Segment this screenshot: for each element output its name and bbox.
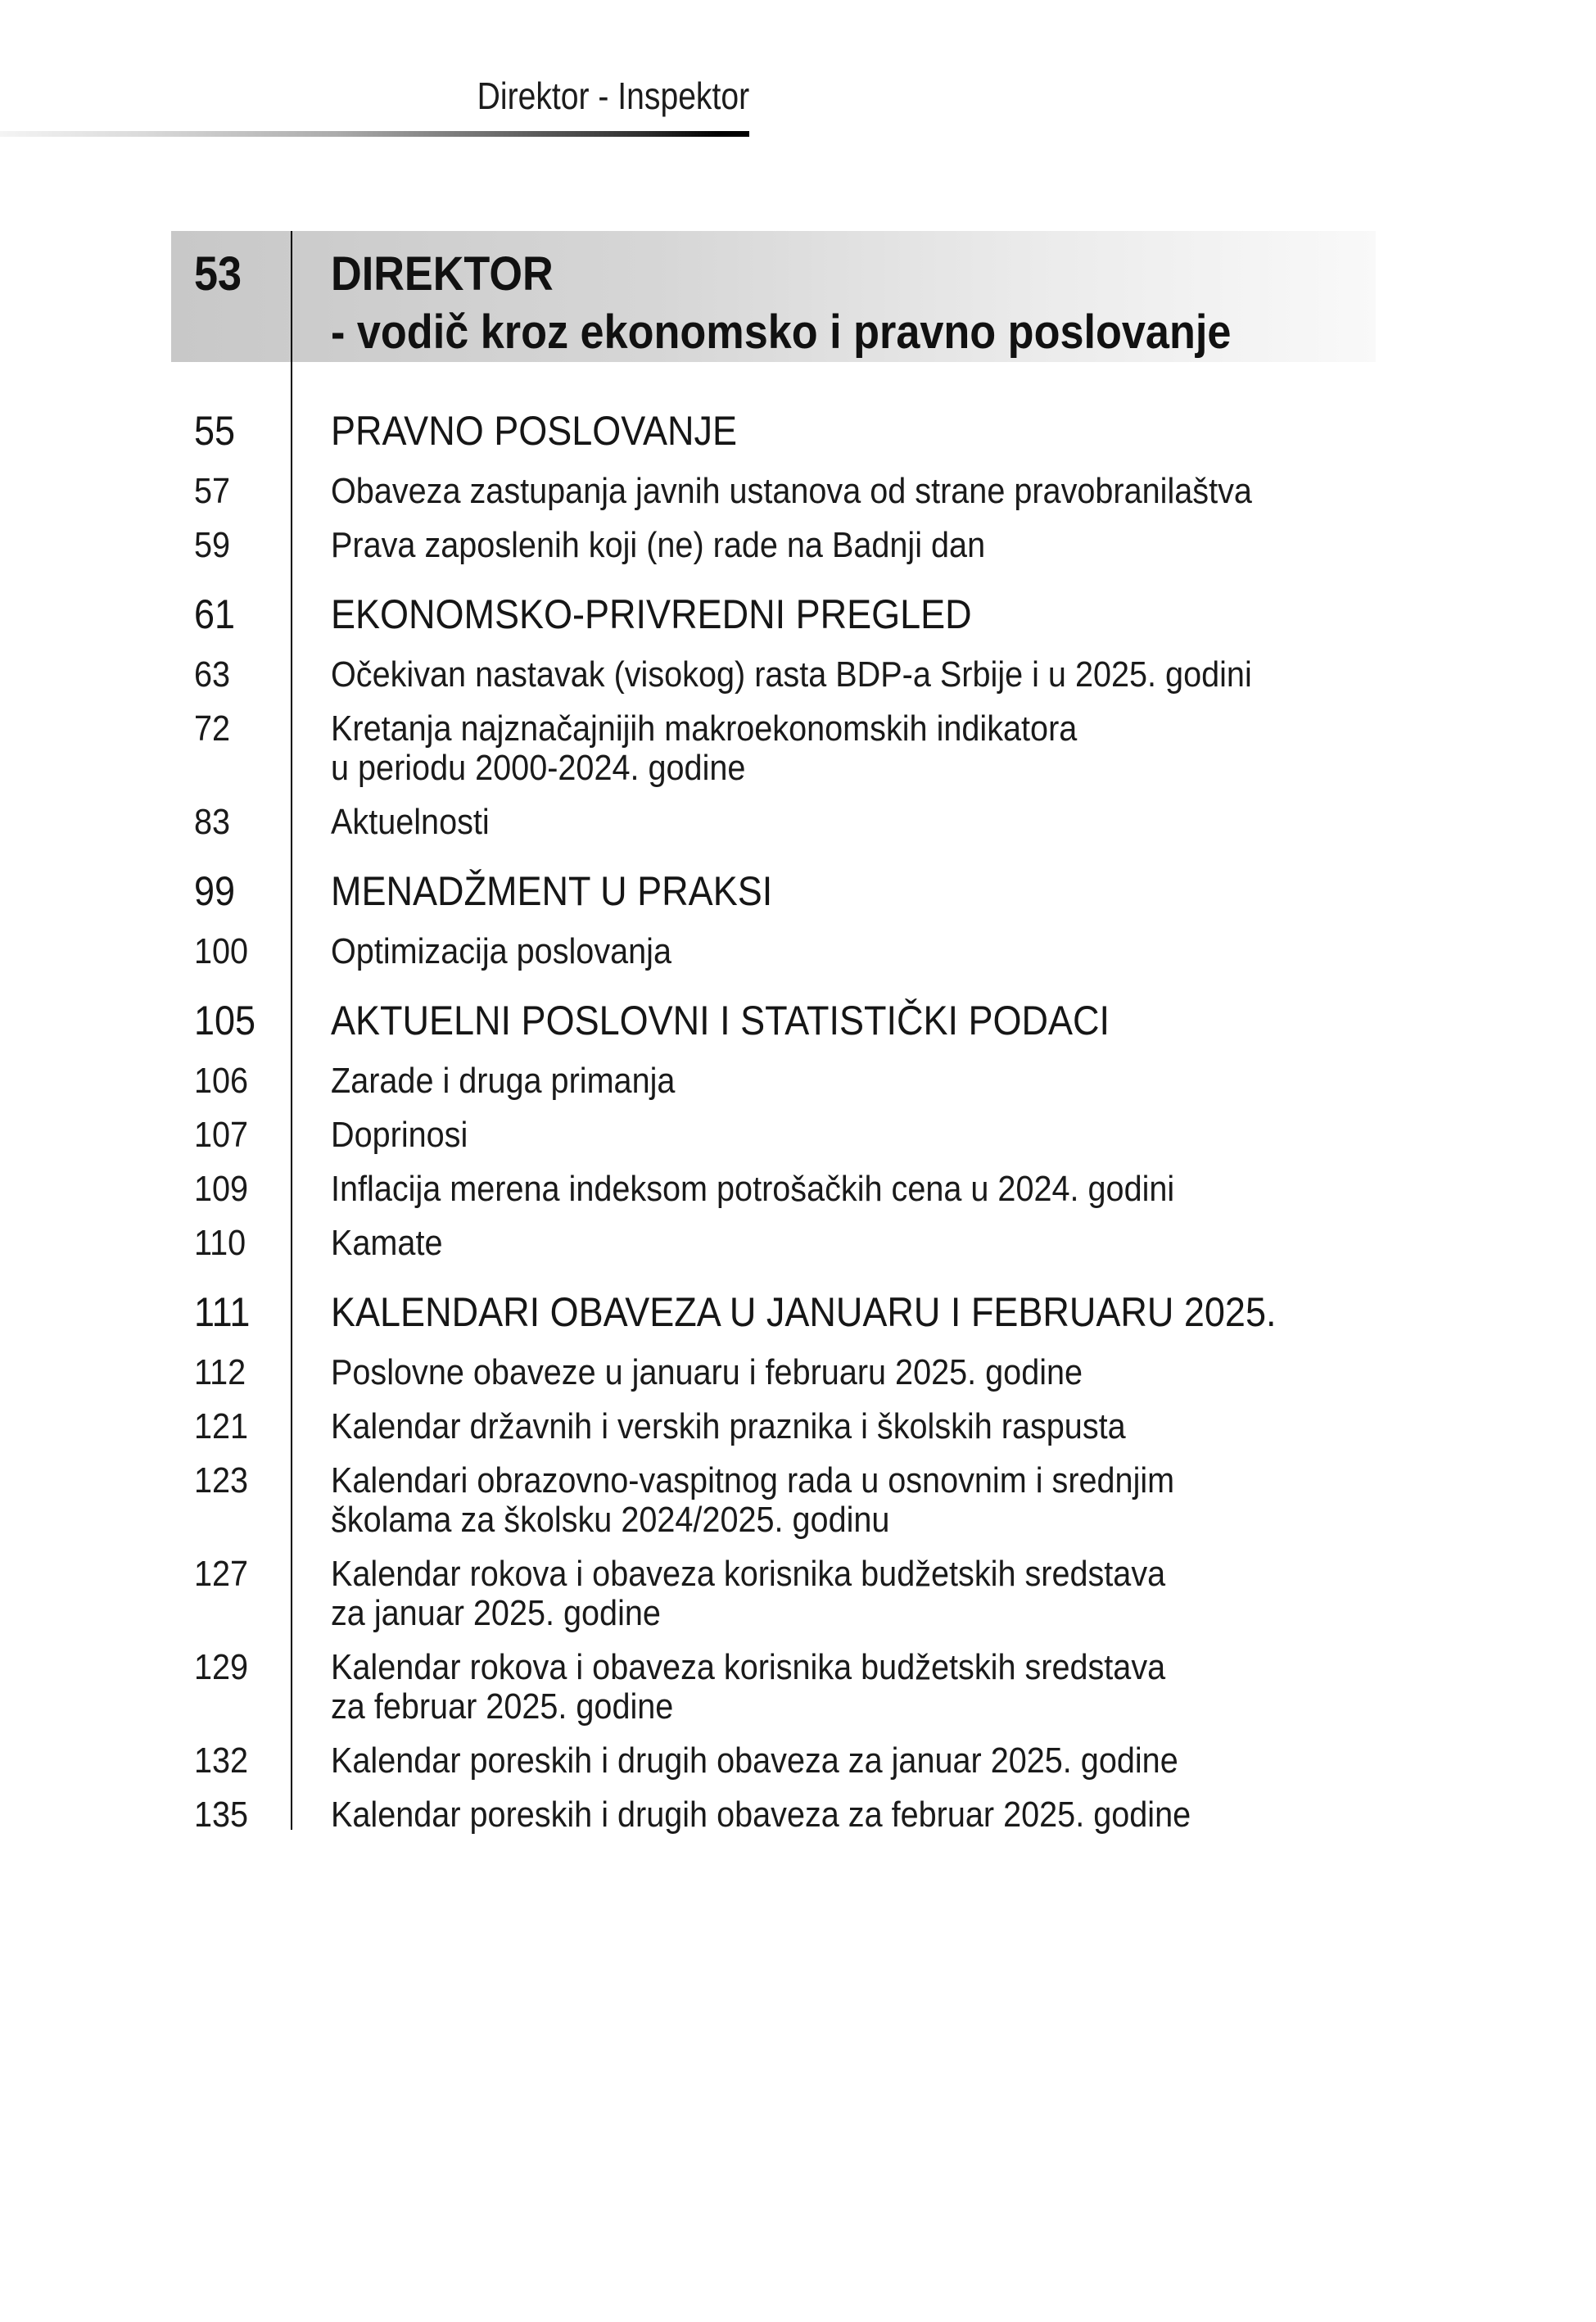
toc-entry-row[interactable] (171, 526, 1376, 565)
toc-entry-row[interactable] (171, 655, 1376, 695)
toc-row-page-number: 107 (194, 1115, 249, 1155)
toc-entry-row[interactable] (171, 1648, 1376, 1727)
toc-entry-row[interactable] (171, 709, 1376, 788)
toc-row-page-number: 106 (194, 1061, 249, 1101)
toc-row-title: Inflacija merena indeksom potrošačkih cena u 2024. godini (331, 1169, 1175, 1209)
toc-entry-row[interactable] (171, 1061, 1376, 1101)
toc-main-title: DIREKTOR (331, 247, 554, 301)
toc-row-title: Kamate (331, 1223, 443, 1263)
toc-row-page-number-cell (171, 1461, 291, 1540)
toc-entry-row[interactable] (171, 1224, 1376, 1263)
toc-row-title-cell (291, 1289, 1376, 1335)
toc-row-page-number: 55 (194, 408, 236, 454)
toc-row-title-cell (291, 998, 1376, 1043)
toc-row-page-number-cell (171, 1170, 291, 1209)
toc-row-title-cell (291, 709, 1376, 788)
toc-entry-row[interactable] (171, 1795, 1376, 1835)
toc-row-title-cell (291, 1741, 1376, 1781)
toc-row-page-number: 135 (194, 1795, 249, 1835)
toc-row-page-number-cell (171, 1741, 291, 1781)
table-of-contents (171, 231, 1376, 1849)
toc-row-title: Kalendari obrazovno-vaspitnog rada u osnovnim i srednjim (331, 1460, 1175, 1500)
toc-row-title-cell (291, 932, 1376, 971)
toc-row-page-number: 61 (194, 591, 236, 637)
toc-section-row[interactable] (171, 591, 1376, 637)
toc-row-title: Zarade i druga primanja (331, 1061, 676, 1101)
toc-row-page-number-cell (171, 1061, 291, 1101)
toc-row-title: Aktuelnosti (331, 802, 490, 842)
toc-entry-row[interactable] (171, 1170, 1376, 1209)
toc-row-page-number: 123 (194, 1460, 249, 1500)
toc-row-title: u periodu 2000-2024. godine (331, 748, 746, 788)
toc-main-title-cell (291, 245, 1376, 362)
toc-row-title-cell (291, 1648, 1376, 1727)
toc-row-page-number: 112 (194, 1352, 246, 1392)
toc-main-page-number-cell (171, 245, 291, 362)
toc-row-title: Kretanja najznačajnijih makroekonomskih indikatora (331, 708, 1078, 749)
toc-row-title: Optimizacija poslovanja (331, 931, 671, 971)
toc-row-title-cell (291, 1795, 1376, 1835)
toc-row-title-cell (291, 1061, 1376, 1101)
document-title-text: Direktor - Inspektor (477, 75, 749, 117)
toc-row-page-number-cell (171, 1289, 291, 1335)
toc-row-page-number: 111 (194, 1289, 251, 1335)
toc-entry-row[interactable] (171, 1555, 1376, 1633)
toc-row-page-number: 110 (194, 1223, 246, 1263)
toc-row-title-cell (291, 1353, 1376, 1392)
toc-main-entry[interactable] (171, 231, 1376, 362)
toc-row-page-number: 100 (194, 931, 249, 971)
toc-row-page-number-cell (171, 1648, 291, 1727)
toc-row-title: EKONOMSKO-PRIVREDNI PREGLED (331, 591, 972, 637)
toc-row-title: školama za školsku 2024/2025. godinu (331, 1500, 890, 1540)
toc-section-row[interactable] (171, 408, 1376, 454)
toc-row-title: za januar 2025. godine (331, 1593, 661, 1633)
toc-row-page-number-cell (171, 1795, 291, 1835)
toc-row-title-cell (291, 1407, 1376, 1446)
toc-row-page-number-cell (171, 1116, 291, 1155)
toc-row-title-cell (291, 1116, 1376, 1155)
toc-row-page-number-cell (171, 932, 291, 971)
toc-row-page-number-cell (171, 803, 291, 842)
toc-row-page-number-cell (171, 1224, 291, 1263)
toc-row-page-number: 105 (194, 998, 256, 1043)
header-gradient-rule (0, 131, 749, 137)
toc-row-title: AKTUELNI POSLOVNI I STATISTIČKI PODACI (331, 998, 1110, 1043)
toc-row-title-cell (291, 1555, 1376, 1633)
toc-row-title: Kalendar državnih i verskih praznika i školskih raspusta (331, 1406, 1126, 1446)
toc-row-title: KALENDARI OBAVEZA U JANUARU I FEBRUARU 2025. (331, 1289, 1277, 1335)
toc-section-row[interactable] (171, 998, 1376, 1043)
toc-row-title: Kalendar rokova i obaveza korisnika budžetskih sredstava (331, 1554, 1166, 1594)
toc-row-title: Očekivan nastavak (visokog) rasta BDP-a Srbije i u 2025. godini (331, 654, 1252, 695)
toc-row-title: Obaveza zastupanja javnih ustanova od strane pravobranilaštva (331, 471, 1252, 511)
toc-entry-row[interactable] (171, 1741, 1376, 1781)
toc-row-page-number: 59 (194, 525, 231, 565)
toc-row-page-number: 129 (194, 1647, 249, 1687)
toc-row-page-number-cell (171, 1353, 291, 1392)
toc-row-page-number: 127 (194, 1554, 249, 1594)
toc-entry-row[interactable] (171, 1116, 1376, 1155)
toc-main-page-number: 53 (194, 247, 242, 301)
toc-row-page-number-cell (171, 472, 291, 511)
toc-row-title-cell (291, 803, 1376, 842)
toc-row-title: Kalendar poreskih i drugih obaveza za februar 2025. godine (331, 1795, 1191, 1835)
toc-row-title: Kalendar poreskih i drugih obaveza za januar 2025. godine (331, 1740, 1178, 1781)
toc-row-title-cell (291, 526, 1376, 565)
toc-row-title: Doprinosi (331, 1115, 468, 1155)
toc-row-page-number-cell (171, 526, 291, 565)
toc-row-title-cell (291, 472, 1376, 511)
toc-entry-row[interactable] (171, 932, 1376, 971)
document-title (429, 75, 749, 117)
toc-row-page-number: 132 (194, 1740, 249, 1781)
toc-row-title: PRAVNO POSLOVANJE (331, 408, 737, 454)
toc-row-title: Prava zaposlenih koji (ne) rade na Badnji dan (331, 525, 986, 565)
toc-row-page-number: 72 (194, 708, 231, 749)
toc-row-page-number: 63 (194, 654, 231, 695)
toc-entry-row[interactable] (171, 472, 1376, 511)
toc-row-title-cell (291, 1461, 1376, 1540)
toc-entry-row[interactable] (171, 1353, 1376, 1392)
toc-row-page-number: 99 (194, 868, 236, 914)
toc-row-page-number-cell (171, 868, 291, 914)
toc-divider-line (291, 231, 292, 1830)
toc-row-page-number: 57 (194, 471, 231, 511)
toc-row-title-cell (291, 591, 1376, 637)
toc-row-page-number-cell (171, 998, 291, 1043)
toc-row-page-number-cell (171, 1407, 291, 1446)
toc-row-title: Poslovne obaveze u januaru i februaru 2025. godine (331, 1352, 1083, 1392)
toc-section-row[interactable] (171, 1289, 1376, 1335)
toc-row-title: Kalendar rokova i obaveza korisnika budžetskih sredstava (331, 1647, 1166, 1687)
toc-entries-list (171, 408, 1376, 1835)
toc-row-page-number-cell (171, 1555, 291, 1633)
toc-section-row[interactable] (171, 868, 1376, 914)
toc-row-page-number: 121 (194, 1406, 249, 1446)
toc-row-title-cell (291, 1224, 1376, 1263)
toc-entry-row[interactable] (171, 1461, 1376, 1540)
toc-row-title-cell (291, 408, 1376, 454)
toc-row-title-cell (291, 655, 1376, 695)
toc-row-title: za februar 2025. godine (331, 1686, 674, 1727)
toc-row-title: MENADŽMENT U PRAKSI (331, 868, 773, 914)
toc-row-page-number-cell (171, 408, 291, 454)
toc-entry-row[interactable] (171, 1407, 1376, 1446)
toc-row-page-number-cell (171, 591, 291, 637)
toc-row-page-number: 109 (194, 1169, 249, 1209)
toc-row-page-number-cell (171, 655, 291, 695)
toc-row-page-number-cell (171, 709, 291, 788)
toc-row-page-number: 83 (194, 802, 231, 842)
toc-row-title-cell (291, 868, 1376, 914)
toc-row-title-cell (291, 1170, 1376, 1209)
toc-entry-row[interactable] (171, 803, 1376, 842)
toc-main-subtitle: - vodič kroz ekonomsko i pravno poslovanje (331, 306, 1232, 359)
